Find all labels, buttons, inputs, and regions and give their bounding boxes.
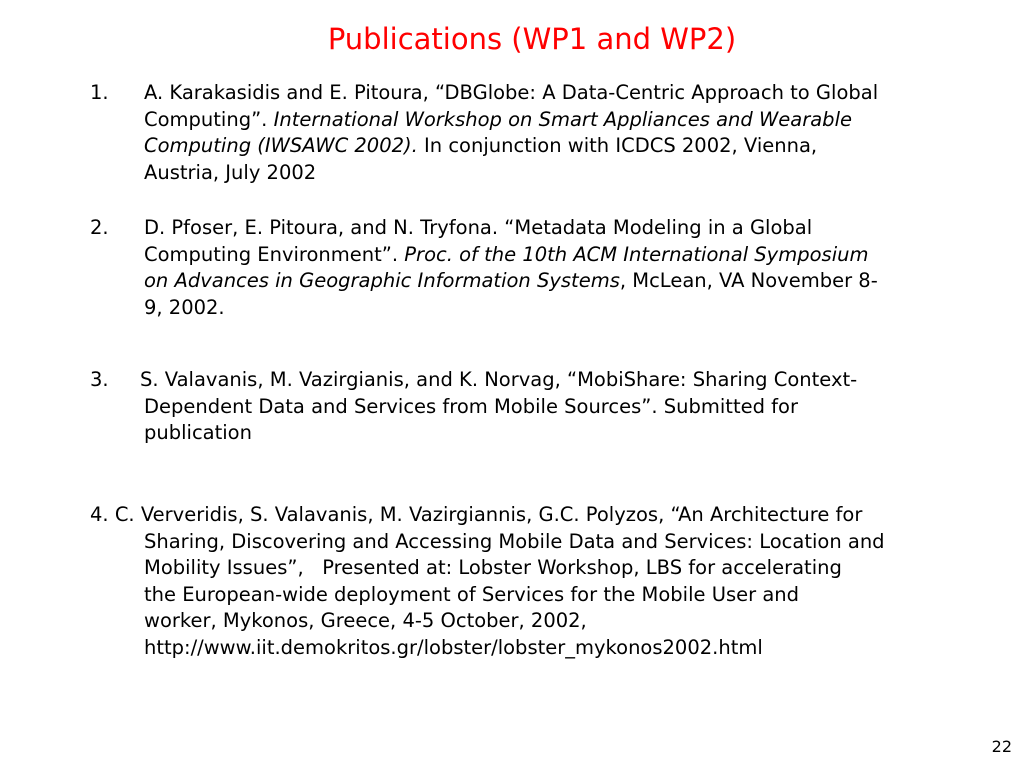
publication-line: [90, 529, 952, 556]
publication-line: [90, 367, 952, 394]
publication-text: 9, 2002.: [144, 295, 225, 319]
publication-text: Sharing, Discovering and Accessing Mobile Data and Services: Location and: [144, 529, 885, 553]
publication-line: [90, 608, 952, 635]
publication-text: Mobility Issues”, Presented at: Lobster Workshop, LBS for accelerating: [144, 556, 842, 579]
publication-line: [90, 582, 952, 609]
publication-line: [90, 80, 952, 107]
publication-line: [90, 268, 952, 295]
slide-title: Publications (WP1 and WP2): [327, 22, 737, 56]
publication-number: 4.: [90, 503, 109, 526]
publication-text: Computing”.: [144, 107, 274, 131]
publication-venue: Computing (IWSAWC 2002).: [144, 134, 418, 157]
publication-item: [90, 80, 952, 186]
publication-venue: on Advances in Geographic Information Systems: [144, 269, 620, 292]
publication-text: worker, Mykonos, Greece, 4-5 October, 2002,: [144, 609, 587, 632]
publication-line: [90, 420, 952, 447]
publication-text: D. Pfoser, E. Pitoura, and N. Tryfona. “Metadata Modeling in a Global: [144, 216, 813, 239]
publication-text: A. Karakasidis and E. Pitoura, “DBGlobe: A Data-Centric Approach to Global: [144, 81, 879, 104]
publication-text: the European-wide deployment of Services for the Mobile User and: [144, 582, 800, 606]
publication-line: [90, 394, 952, 421]
publication-text: , McLean, VA November 8-: [619, 269, 878, 292]
publication-line: [90, 242, 952, 269]
publication-line: [90, 635, 952, 662]
publication-line: [90, 107, 952, 134]
publication-text: Austria, July 2002: [144, 160, 317, 184]
publication-number: 3.: [90, 368, 109, 391]
publication-line: [90, 502, 952, 529]
page-number: 22: [991, 737, 1012, 756]
publication-item: [90, 502, 952, 661]
publication-venue: Proc. of the 10th ACM International Symposium: [404, 242, 869, 266]
publication-line: [90, 555, 952, 582]
publication-number: 1.: [90, 81, 109, 104]
publication-line: [90, 160, 952, 187]
publication-item: [90, 215, 952, 321]
publication-text: Dependent Data and Services from Mobile Sources”. Submitted for: [144, 394, 798, 418]
publication-url[interactable]: http://www.iit.demokritos.gr/lobster/lobster_mykonos2002.html: [144, 635, 763, 659]
publication-text: In conjunction with ICDCS 2002, Vienna,: [417, 134, 818, 157]
publication-text: publication: [144, 421, 252, 444]
publication-venue: International Workshop on Smart Appliances and Wearable: [273, 107, 852, 131]
publication-text: C. Ververidis, S. Valavanis, M. Vazirgiannis, G.C. Polyzos, “An Architecture for: [114, 503, 863, 526]
publication-line: [90, 215, 952, 242]
publication-text: S. Valavanis, M. Vazirgianis, and K. Norvag, “MobiShare: Sharing Context-: [140, 368, 858, 391]
publication-number: 2.: [90, 216, 109, 239]
publication-line: [90, 295, 952, 322]
publication-text: Computing Environment”.: [144, 242, 405, 266]
publication-line: [90, 133, 952, 160]
publication-item: [90, 367, 952, 447]
